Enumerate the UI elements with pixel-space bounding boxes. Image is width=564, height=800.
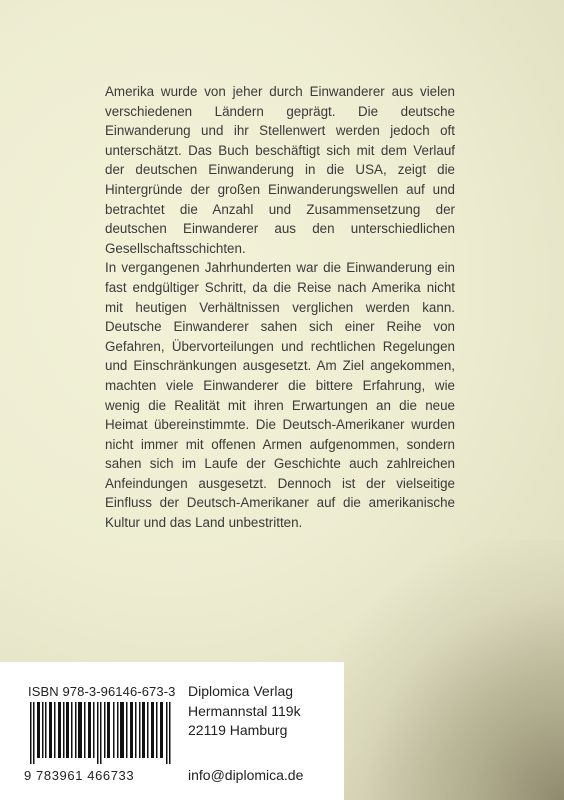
imprint-box (0, 662, 344, 800)
barcode-icon (30, 702, 173, 764)
publisher-address (188, 682, 301, 741)
publisher-email: info@diplomica.de (188, 767, 304, 783)
isbn-label: ISBN 978-3-96146-673-3 (28, 684, 176, 699)
publisher-city: 22119 Hamburg (188, 722, 288, 738)
publisher-name: Diplomica Verlag (188, 683, 294, 699)
blurb-paragraph-2: In vergangenen Jahrhunderten war die Einwanderung ein fast endgültiger Schritt, da die Reise nach Amerika nicht mit heutigen Verhältnissen verglichen werden kann. Deutsche Einwanderer sahen sich einer Reihe von Gefahren, Übervorteilungen und rechtlichen Regelungen und Einschränkungen ausgesetzt. Am Ziel angekommen, machten viele Einwanderer die bittere Erfahrung, wie wenig die Realität mit ihren Erwartungen an die neue Heimat übereinstimmte. Die Deutsch-Amerikaner wurden nicht immer mit offenen Armen aufgenommen, sondern sahen sich im Laufe der Geschichte auch zahlreichen Anfeindungen ausgesetzt. Dennoch ist der vielseitige Einfluss der Deutsch-Amerikaner auf die amerikanische Kultur und das Land unbestritten. (105, 260, 455, 531)
publisher-street: Hermannstal 119k (188, 702, 301, 719)
blurb-text (105, 82, 455, 533)
blurb-paragraph-1: Amerika wurde von jeher durch Einwanderer aus vielen verschiedenen Ländern geprägt. Die deutsche Einwanderung und ihr Stellenwert werden jedoch oft unterschätzt. Das Buch beschäftigt sich mit dem Verlauf der deutschen Einwanderung in die USA, zeigt die Hintergründe der großen Einwanderungswellen auf und betrachtet die Anzahl und Zusammensetzung der deutschen Einwanderer aus den unterschiedlichen Gesellschaftsschichten. (105, 84, 455, 256)
barcode-digits: 9 783961 466733 (24, 768, 135, 783)
